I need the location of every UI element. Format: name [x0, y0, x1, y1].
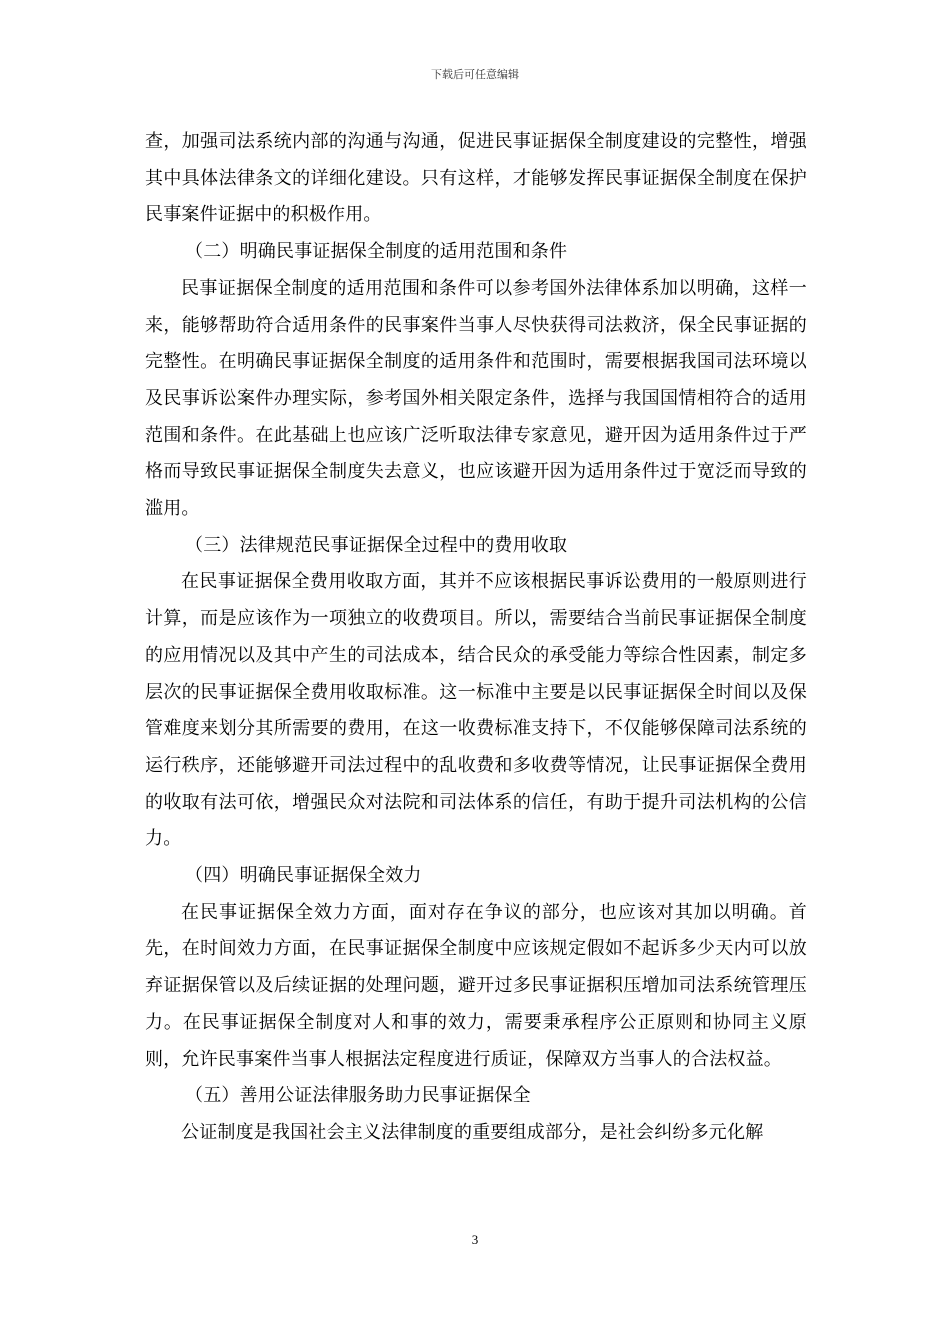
page-number: 3 [471, 1232, 479, 1247]
paragraph-scope-conditions: 民事证据保全制度的适用范围和条件可以参考国外法律体系加以明确，这样一来，能够帮助符合适用条件的民事案件当事人尽快获得司法救济，保全民事证据的完整性。在明确民事证据保全制度的适用条件和范围时，需要根据我国司法环境以及民事诉讼案件办理实际，参考国外相关限定条件，选择与我国国情相符合的适用范围和条件。在此基础上也应该广泛听取法律专家意见，避开因为适用条件过于严格而导致民事证据保全制度失去意义，也应该避开因为适用条件过于宽泛而导致的滥用。 [145, 277, 807, 520]
section-heading-4: （四）明确民事证据保全效力 [185, 865, 422, 887]
paragraph-fee-collection: 在民事证据保全费用收取方面，其并不应该根据民事诉讼费用的一般原则进行计算，而是应该作为一项独立的收费项目。所以，需要结合当前民事证据保全制度的应用情况以及其中产生的司法成本，结合民众的承受能力等综合性因素，制定多层次的民事证据保全费用收取标准。这一标准中主要是以民事证据保全时间以及保管难度来划分其所需要的费用，在这一收费标准支持下，不仅能够保障司法系统的运行秩序，还能够避开司法过程中的乱收费和多收费等情况，让民事证据保全费用的收取有法可依，增强民众对法院和司法体系的信任，有助于提升司法机构的公信力。 [145, 571, 807, 850]
paragraph-preservation-effect: 在民事证据保全效力方面，面对存在争议的部分，也应该对其加以明确。首先，在时间效力方面，在民事证据保全制度中应该规定假如不起诉多少天内可以放弃证据保管以及后续证据的处理问题，避开过多民事证据积压增加司法系统管理压力。在民事证据保全制度对人和事的效力，需要秉承程序公正原则和协同主义原则，允许民事案件当事人根据法定程度进行质证，保障双方当事人的合法权益。 [145, 901, 807, 1070]
section-heading-5: （五）善用公证法律服务助力民事证据保全 [185, 1085, 531, 1107]
section-heading-2: （二）明确民事证据保全制度的适用范围和条件 [185, 241, 568, 263]
page-header: 下载后可任意编辑 [431, 68, 519, 81]
document-body [145, 124, 807, 1152]
section-heading-3: （三）法律规范民事证据保全过程中的费用收取 [185, 534, 568, 556]
paragraph-notary-service: 公证制度是我国社会主义法律制度的重要组成部分，是社会纠纷多元化解 [181, 1121, 764, 1143]
paragraph-continuation: 查，加强司法系统内部的沟通与沟通，促进民事证据保全制度建设的完整性，增强其中具体法律条文的详细化建设。只有这样，才能够发挥民事证据保全制度在保护民事案件证据中的积极作用。 [145, 131, 807, 226]
